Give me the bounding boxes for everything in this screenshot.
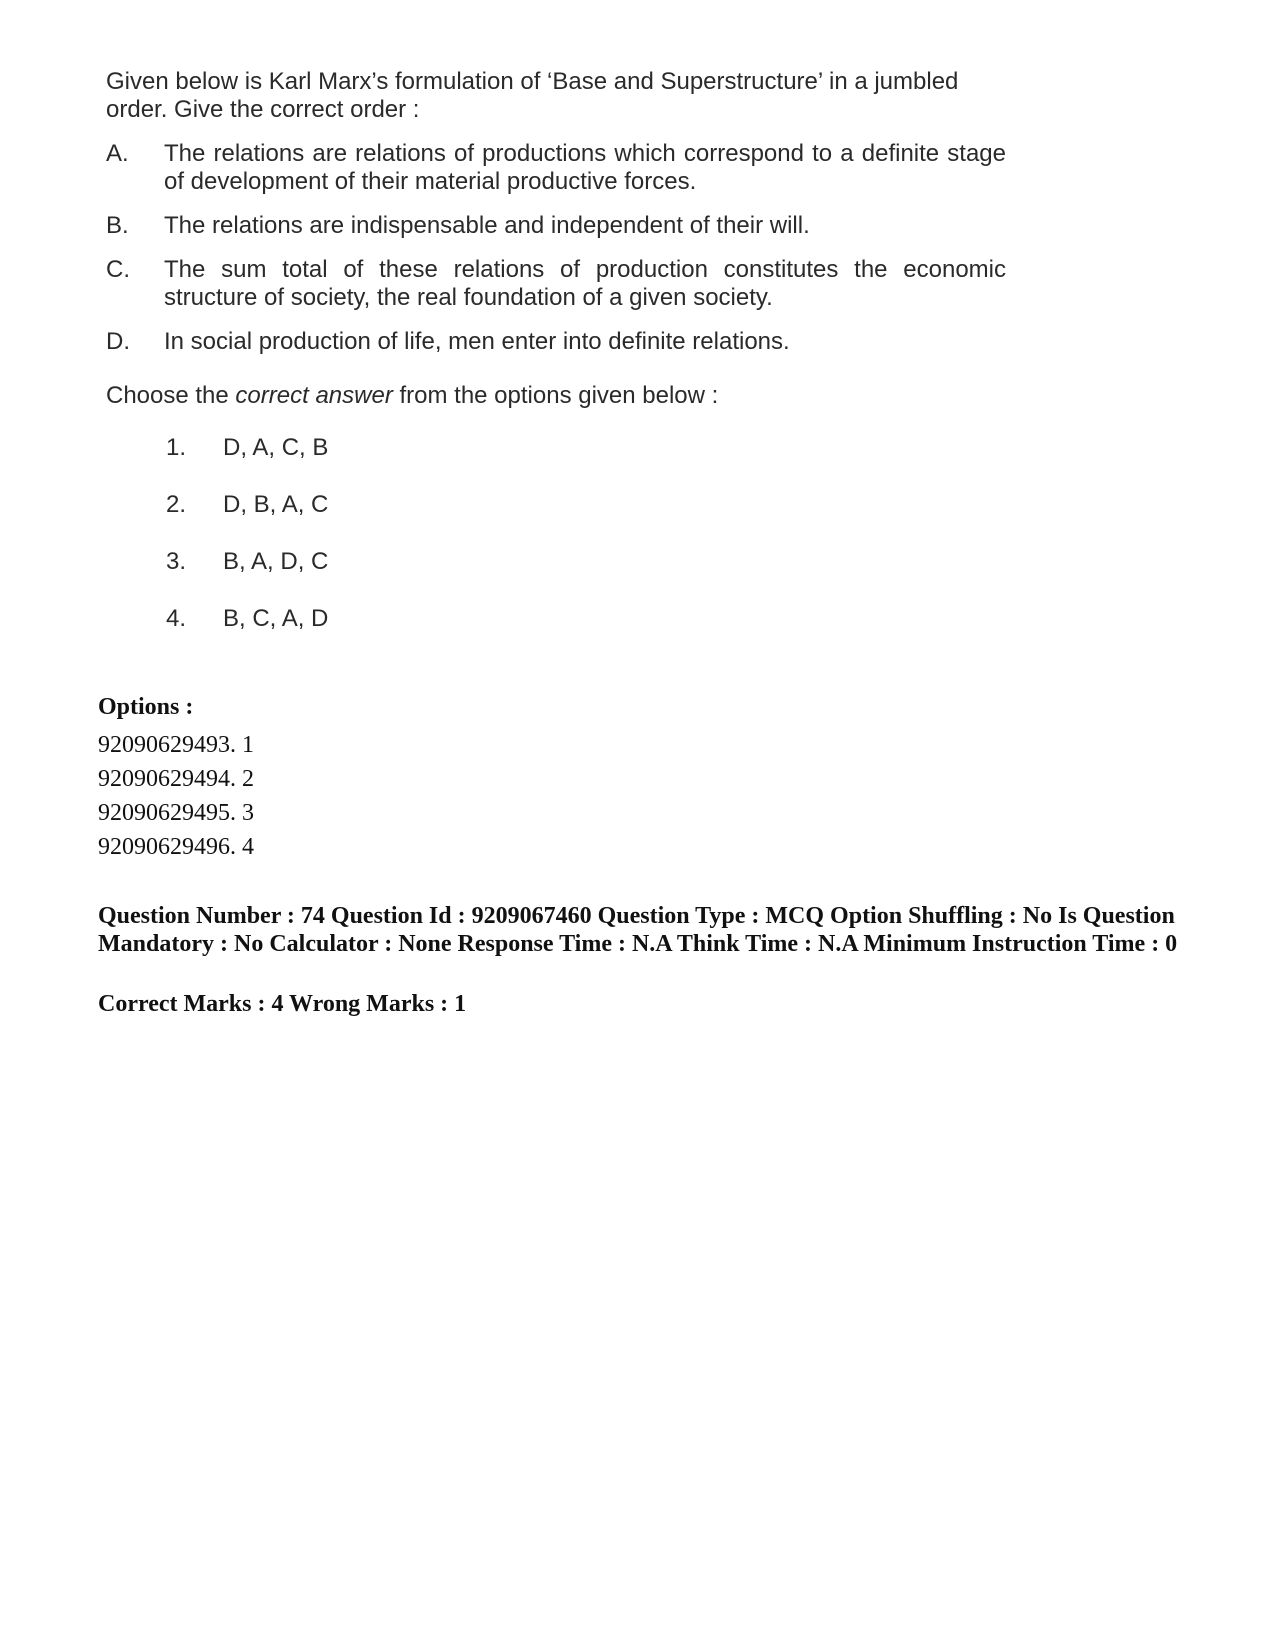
answer-item <box>166 434 1006 462</box>
marks-info: Correct Marks : 4 Wrong Marks : 1 <box>98 991 467 1017</box>
statement-c <box>106 256 1006 312</box>
answer-text: B, C, A, D <box>223 605 329 632</box>
option-item: 92090629496. 4 <box>98 834 254 860</box>
statement-text: The relations are relations of productions which correspond to a definite stage of development of their material productive forces. <box>164 140 1006 195</box>
statement-letter: B. <box>106 212 129 239</box>
answer-text: D, A, C, B <box>223 434 329 461</box>
answer-item <box>166 491 1006 519</box>
option-item: 92090629494. 2 <box>98 766 254 792</box>
choose-emphasis: correct answer <box>235 382 393 409</box>
statement-text: The relations are indispensable and independent of their will. <box>164 212 810 239</box>
answer-item <box>166 548 1006 576</box>
option-item: 92090629495. 3 <box>98 800 254 826</box>
answer-number: 2. <box>166 491 187 518</box>
options-list <box>98 728 254 864</box>
answer-list <box>166 434 1006 633</box>
choose-suffix: from the options given below : <box>392 382 719 409</box>
answer-number: 4. <box>166 605 187 632</box>
options-heading: Options : <box>98 694 194 720</box>
answer-number: 1. <box>166 434 187 461</box>
question-intro: Given below is Karl Marx’s formulation of ‘Base and Superstructure’ in a jumbled order. Give the correct order : <box>106 68 959 123</box>
statement-text: The sum total of these relations of production constitutes the economic structure of society, the real foundation of a given society. <box>164 256 1006 311</box>
answer-item <box>166 605 1006 633</box>
statement-d <box>106 328 1006 356</box>
statement-letter: A. <box>106 140 129 167</box>
question-image <box>106 68 1006 662</box>
answer-number: 3. <box>166 548 187 575</box>
statement-letter: D. <box>106 328 130 355</box>
question-info: Question Number : 74 Question Id : 9209067460 Question Type : MCQ Option Shuffling : No Is Question Mandatory : No Calculator : None Response Time : N.A Think Time : N.A Minimum Instruction Time : 0 <box>98 903 1178 957</box>
statement-b <box>106 212 1006 240</box>
option-item: 92090629493. 1 <box>98 732 254 758</box>
statement-letter: C. <box>106 256 130 283</box>
statement-text: In social production of life, men enter into definite relations. <box>164 328 790 355</box>
answer-text: B, A, D, C <box>223 548 329 575</box>
choose-instruction <box>106 382 1006 410</box>
answer-text: D, B, A, C <box>223 491 329 518</box>
choose-prefix: Choose the <box>106 382 236 409</box>
statement-a <box>106 140 1006 196</box>
